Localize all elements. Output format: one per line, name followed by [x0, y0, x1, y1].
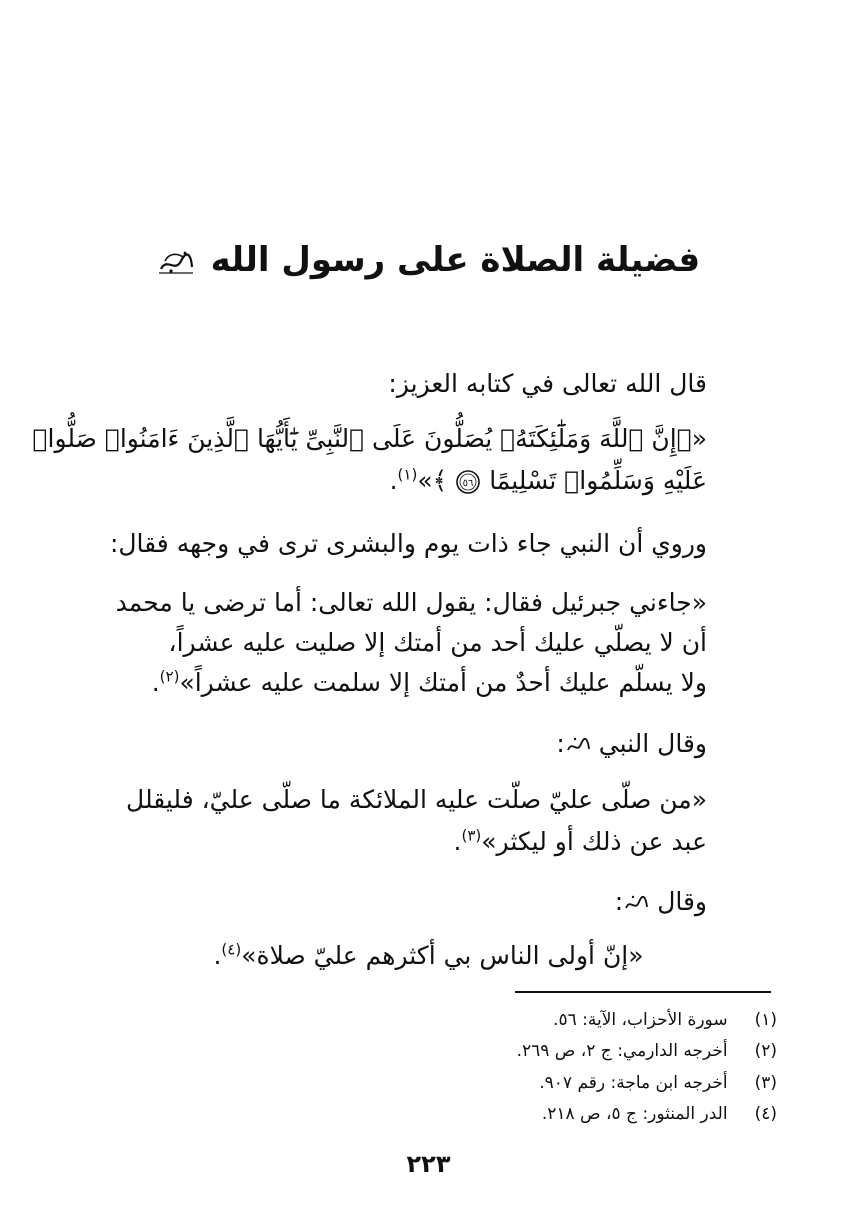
ayah-number: ٥٦ [462, 478, 474, 489]
footnote-2-text: أخرجه الدارمي: ج ٢، ص ٢٦٩. [516, 1041, 728, 1061]
footnote-3 [539, 1073, 777, 1093]
narration-intro: وروي أن النبي جاء ذات يوم والبشرى ترى في وجهه فقال: [109, 529, 707, 558]
verse-line-2-text: عَلَيْهِ وَسَلِّمُوا۟ تَسْلِيمًا [489, 466, 707, 495]
said-line-1-text: وقال النبي [598, 729, 707, 758]
hadith2-line-2-text: عبد عن ذلك أو ليكثر» [481, 827, 707, 856]
footnote-ref-2: (٢) [159, 667, 180, 686]
chapter-title-text: فضيلة الصلاة على رسول الله [210, 240, 701, 280]
footnote-ref-4: (٤) [221, 940, 242, 959]
verse-line-2: عَلَيْهِ وَسَلِّمُوا۟ تَسْلِيمًا ٥٦ ﴾»$^{(١)}$. [389, 465, 707, 495]
footnote-4-text: الدر المنثور: ج ٥، ص ٢١٨. [541, 1104, 728, 1124]
salawat-seal-icon [623, 892, 649, 914]
said-line-2-text: وقال [657, 887, 707, 916]
hadith3-text: «إنّ أولى الناس بي أكثرهم عليّ صلاة» [241, 941, 644, 970]
ayah-end-marker-icon [455, 469, 481, 495]
said-line-1: وقال النبي : [556, 729, 707, 758]
footnote-4-num: (٤) [754, 1104, 777, 1124]
intro-line: قال الله تعالى في كتابه العزيز: [388, 369, 707, 398]
footnote-ref-3: (٣) [461, 826, 482, 845]
salawat-seal-icon [565, 734, 591, 756]
verse-close: ﴾» [417, 466, 448, 495]
hadith2-line-2: عبد عن ذلك أو ليكثر»$^{(٣)}$. [453, 826, 707, 856]
footnote-4 [542, 1104, 777, 1124]
footnote-1 [553, 1010, 777, 1030]
hadith2-line-1: «من صلّى عليّ صلّت عليه الملائكة ما صلّى عليّ، فليقلل [126, 785, 707, 814]
footnote-2-num: (٢) [754, 1041, 777, 1061]
hadith1-line-3-text: ولا يسلّم عليك أحدٌ من أمتك إلا سلمت عليه عشراً» [179, 668, 707, 697]
hadith1-line-2: أن لا يصلّي عليك أحد من أمتك إلا صليت عليه عشراً، [168, 628, 707, 657]
footnote-2 [517, 1041, 777, 1061]
hadith1-line-3: ولا يسلّم عليك أحدٌ من أمتك إلا سلمت عليه عشراً»$^{(٢)}$. [151, 667, 707, 697]
footnote-3-text: أخرجه ابن ماجة: رقم ٩٠٧. [539, 1073, 728, 1093]
chapter-title [0, 240, 857, 280]
hadith3-line: «إنّ أولى الناس بي أكثرهم عليّ صلاة»$^{(٤)}$. [213, 940, 644, 970]
footnote-3-num: (٣) [754, 1073, 777, 1093]
said-line-2: وقال : [614, 887, 707, 916]
footnote-1-num: (١) [754, 1010, 777, 1030]
page-number: ٢٢٣ [406, 1150, 451, 1178]
footnote-ref-1: (١) [397, 465, 418, 484]
footnote-separator [515, 991, 771, 993]
footnote-1-text: سورة الأحزاب، الآية: ٥٦. [553, 1010, 728, 1030]
salawat-calligraphy-icon [157, 247, 195, 277]
hadith1-line-1: «جاءني جبرئيل فقال: يقول الله تعالى: أما ترضى يا محمد [115, 588, 707, 617]
verse-line-1: «﴿إِنَّ ٱللَّهَ وَمَلَٰٓئِكَتَهُۥ يُصَلُّونَ عَلَى ٱلنَّبِىِّ يَٰٓأَيُّهَا ٱلَّذِينَ ءَامَنُوا۟ صَلُّوا۟ [32, 424, 707, 453]
